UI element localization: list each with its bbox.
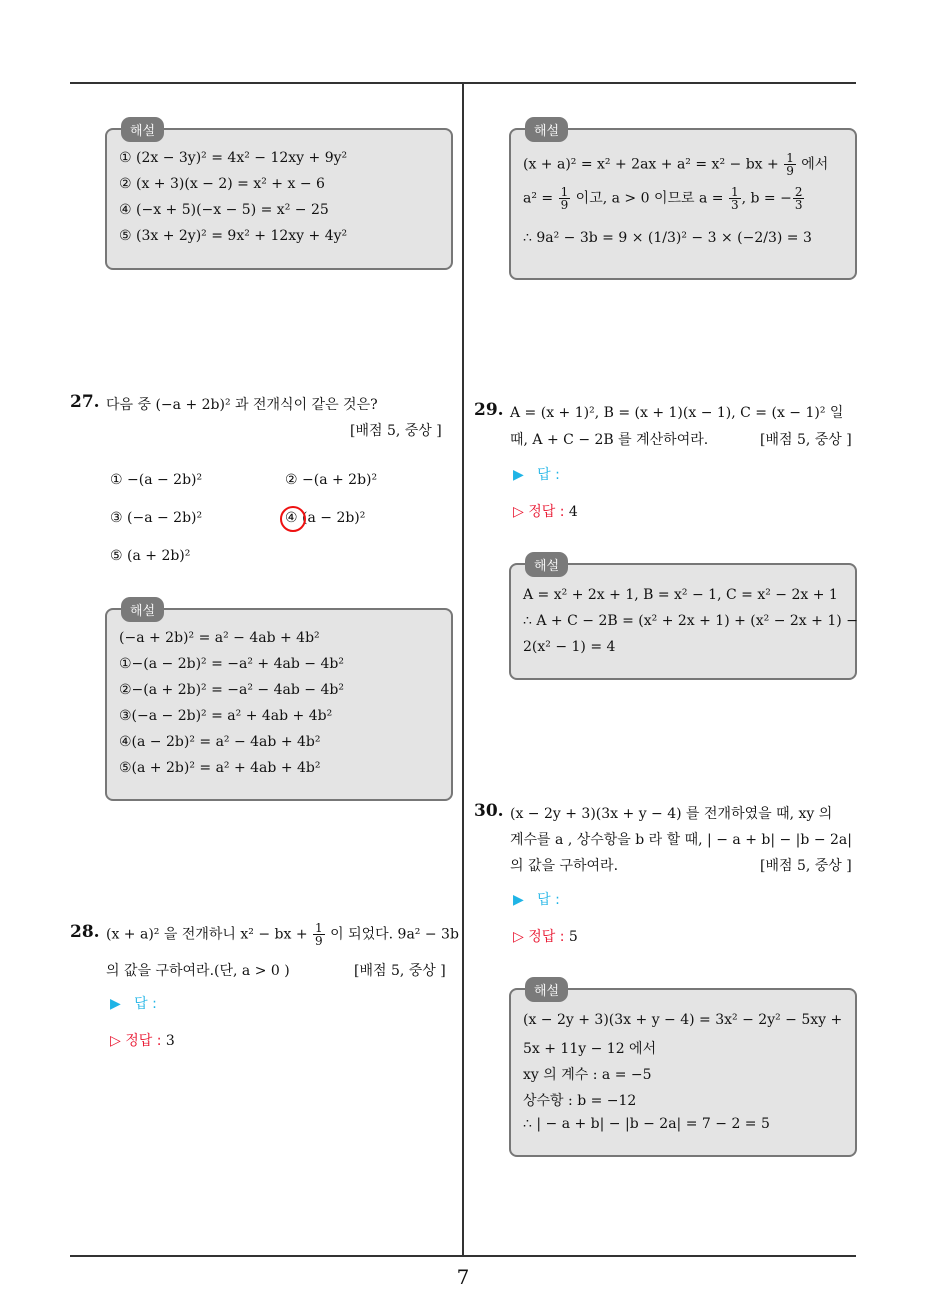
bottom-rule — [70, 1255, 856, 1257]
question-number: 30. — [474, 801, 504, 821]
solution-tag: 해설 — [525, 117, 568, 142]
page-number: 7 — [456, 1265, 470, 1289]
solution-line: 2(x² − 1) = 4 — [523, 639, 616, 655]
choice-1[interactable]: ① −(a − 2b)² — [110, 472, 203, 488]
solution-line: xy 의 계수 : a = −5 — [523, 1067, 652, 1083]
question-number: 27. — [70, 392, 100, 412]
correct-label: 정답 : — [125, 1033, 162, 1049]
fraction — [559, 186, 571, 211]
question-text-part: (x + a)² 을 전개하니 x² − bx + — [106, 926, 313, 943]
solution-line: ∴ A + C − 2B = (x² + 2x + 1) + (x² − 2x + 1) − — [523, 613, 858, 629]
play-outline-icon: ▷ — [513, 504, 524, 520]
correct-value: 4 — [568, 504, 578, 520]
score-label: [배점 5, 중상 ] — [350, 423, 442, 439]
score-label: [배점 5, 중상 ] — [760, 432, 852, 448]
solution-box-q30 — [509, 984, 857, 1157]
solution-line — [523, 186, 805, 211]
solution-text: (x + a)² = x² + 2ax + a² = x² − bx + — [523, 156, 784, 173]
correct-row — [513, 501, 578, 521]
choice-4[interactable]: ④ (a − 2b)² — [285, 510, 366, 526]
answer-row — [513, 889, 560, 909]
column-divider — [462, 83, 464, 1256]
solution-tag: 해설 — [525, 977, 568, 1002]
solution-line: ②−(a + 2b)² = −a² − 4ab − 4b² — [119, 682, 344, 698]
fraction-numerator: 1 — [315, 921, 323, 935]
correct-row — [110, 1030, 175, 1050]
solution-text: a² = — [523, 190, 558, 207]
answer-label: 답 : — [134, 996, 157, 1012]
fraction-denominator: 9 — [315, 934, 323, 948]
play-icon: ▶ — [513, 467, 524, 483]
question-text: 다음 중 (−a + 2b)² 과 전개식이 같은 것은? — [106, 397, 378, 413]
question-text-line3: 의 값을 구하여라. — [510, 858, 619, 874]
fraction — [784, 152, 796, 177]
correct-row — [513, 926, 578, 946]
fraction — [313, 922, 325, 947]
correct-value: 5 — [568, 929, 578, 945]
question-text-line2: 계수를 a , 상수항을 b 라 할 때, | − a + b| − |b − 2a| — [510, 832, 852, 848]
fraction-numerator: 1 — [786, 151, 794, 165]
fraction-denominator: 3 — [730, 198, 739, 212]
solution-line: (−a + 2b)² = a² − 4ab + 4b² — [119, 630, 320, 646]
solution-line: ④ (−x + 5)(−x − 5) = x² − 25 — [119, 202, 329, 218]
fraction-denominator: 3 — [794, 198, 803, 212]
solution-line: A = x² + 2x + 1, B = x² − 1, C = x² − 2x + 1 — [523, 587, 838, 603]
solution-text: 에서 — [796, 156, 829, 173]
solution-line: ①−(a − 2b)² = −a² + 4ab − 4b² — [119, 656, 344, 672]
solution-tag: 해설 — [525, 552, 568, 577]
play-outline-icon: ▷ — [513, 929, 524, 945]
answer-row — [110, 993, 157, 1013]
solution-line: ③(−a − 2b)² = a² + 4ab + 4b² — [119, 708, 333, 724]
choice-2[interactable]: ② −(a + 2b)² — [285, 472, 378, 488]
correct-value: 3 — [165, 1033, 175, 1049]
question-text-line2: 때, A + C − 2B 를 계산하여라. — [510, 432, 709, 448]
choice-5[interactable]: ⑤ (a + 2b)² — [110, 548, 191, 564]
solution-tag: 해설 — [121, 117, 164, 142]
solution-line: 5x + 11y − 12 에서 — [523, 1041, 657, 1057]
solution-line: ⑤ (3x + 2y)² = 9x² + 12xy + 4y² — [119, 228, 348, 244]
question-text-part: 이 되었다. 9a² − 3b — [325, 926, 459, 943]
solution-line: ∴ 9a² − 3b = 9 × (1/3)² − 3 × (−2/3) = 3 — [523, 230, 812, 246]
answer-label: 답 : — [537, 467, 560, 483]
solution-box-q28 — [509, 124, 857, 280]
solution-box-q29 — [509, 559, 858, 680]
solution-line — [523, 152, 828, 177]
score-label: [배점 5, 중상 ] — [354, 963, 446, 979]
answer-label: 답 : — [537, 892, 560, 908]
answer-row — [513, 464, 560, 484]
solution-line: 상수항 : b = −12 — [523, 1093, 637, 1109]
question-text-line2: 의 값을 구하여라.(단, a > 0 ) — [106, 963, 290, 979]
question-number: 29. — [474, 400, 504, 420]
play-outline-icon: ▷ — [110, 1033, 121, 1049]
solution-line: ⑤(a + 2b)² = a² + 4ab + 4b² — [119, 760, 321, 776]
choice-3[interactable]: ③ (−a − 2b)² — [110, 510, 203, 526]
correct-label: 정답 : — [528, 504, 565, 520]
play-icon: ▶ — [513, 892, 524, 908]
solution-text: , b = − — [741, 190, 792, 207]
fraction — [729, 186, 741, 211]
fraction-denominator: 9 — [560, 198, 569, 212]
fraction-numerator: 2 — [794, 185, 803, 199]
fraction-denominator: 9 — [786, 164, 794, 178]
fraction — [793, 186, 805, 211]
correct-label: 정답 : — [528, 929, 565, 945]
solution-line: ∴ | − a + b| − |b − 2a| = 7 − 2 = 5 — [523, 1116, 770, 1132]
fraction-numerator: 1 — [730, 185, 739, 199]
solution-line: ① (2x − 3y)² = 4x² − 12xy + 9y² — [119, 150, 348, 166]
question-number: 28. — [70, 922, 100, 942]
solution-line: ④(a − 2b)² = a² − 4ab + 4b² — [119, 734, 321, 750]
question-text: (x − 2y + 3)(3x + y − 4) 를 전개하였을 때, xy 의 — [510, 806, 833, 822]
selected-answer-circle — [280, 506, 306, 532]
solution-tag: 해설 — [121, 597, 164, 622]
question-text: A = (x + 1)², B = (x + 1)(x − 1), C = (x − 1)² 일 — [510, 405, 844, 421]
solution-line: (x − 2y + 3)(3x + y − 4) = 3x² − 2y² − 5xy + — [523, 1012, 843, 1028]
solution-box-q27 — [105, 604, 453, 801]
score-label: [배점 5, 중상 ] — [760, 858, 852, 874]
question-text — [106, 922, 459, 947]
solution-line: ② (x + 3)(x − 2) = x² + x − 6 — [119, 176, 325, 192]
fraction-numerator: 1 — [560, 185, 569, 199]
solution-box-prev-left — [105, 124, 453, 270]
play-icon: ▶ — [110, 996, 121, 1012]
solution-text: 이고, a > 0 이므로 a = — [571, 190, 728, 207]
